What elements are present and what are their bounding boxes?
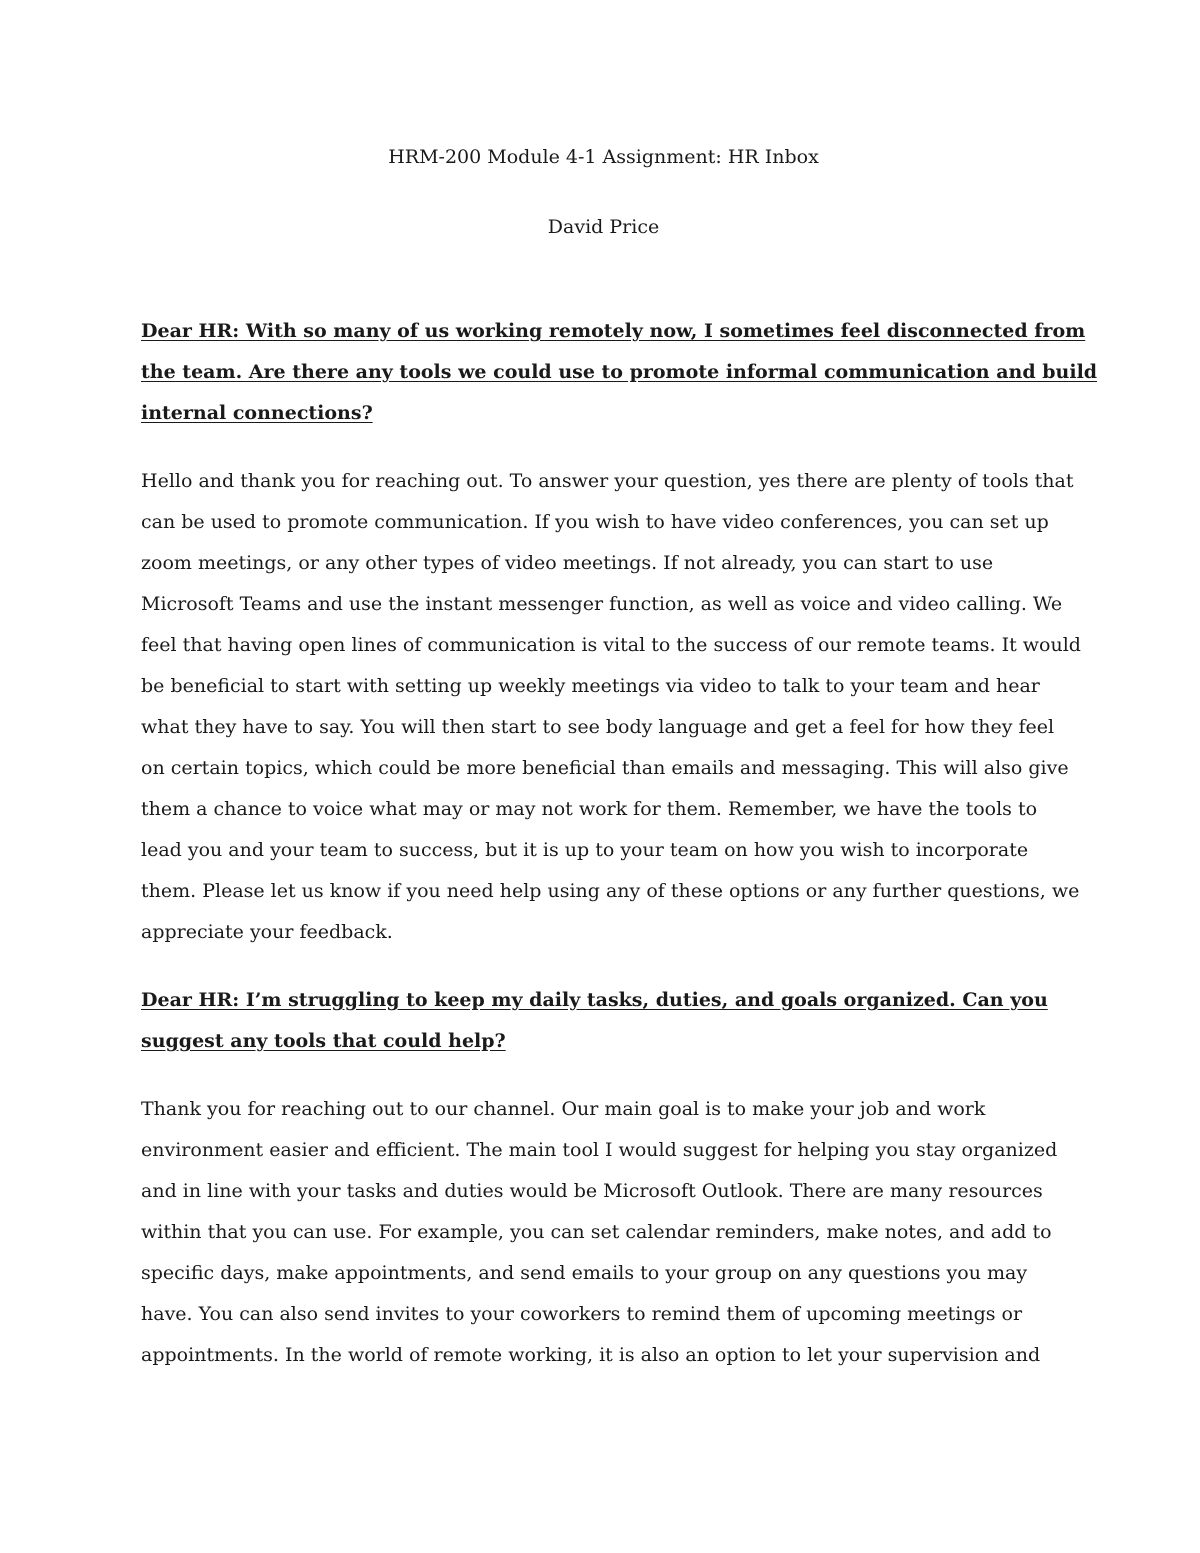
answer-line: within that you can use. For example, you can set calendar reminders, make notes, and add to <box>141 1221 1052 1243</box>
answer-line: Thank you for reaching out to our channel. Our main goal is to make your job and work <box>141 1098 986 1120</box>
section-2 <box>141 980 1066 1376</box>
answer-line: and in line with your tasks and duties would be Microsoft Outlook. There are many resources <box>141 1180 1043 1202</box>
answer-line: on certain topics, which could be more beneficial than emails and messaging. This will also give <box>141 757 1069 779</box>
question-1 <box>141 311 1098 434</box>
paragraph-gap <box>141 434 1066 461</box>
answer-line: be beneficial to start with setting up weekly meetings via video to talk to your team and hear <box>141 675 1040 697</box>
answer-line: appointments. In the world of remote working, it is also an option to let your supervision and <box>141 1344 1041 1366</box>
paragraph-gap <box>141 1062 1066 1089</box>
answer-line: feel that having open lines of communication is vital to the success of our remote teams. It would <box>141 634 1081 656</box>
answer-line: them a chance to voice what may or may not work for them. Remember, we have the tools to <box>141 798 1038 820</box>
question-line: internal connections? <box>141 402 373 424</box>
answer-line: Hello and thank you for reaching out. To answer your question, yes there are plenty of tools that <box>141 470 1074 492</box>
document-author: David Price <box>547 216 660 238</box>
question-2 <box>141 980 1066 1062</box>
section-1 <box>141 311 1098 953</box>
answer-line: Microsoft Teams and use the instant messenger function, as well as voice and video calling. We <box>141 593 1063 615</box>
answer-line: appreciate your feedback. <box>141 921 393 943</box>
question-line: Dear HR: With so many of us working remotely now, I sometimes feel disconnected from <box>141 320 1086 342</box>
paragraph-gap <box>141 953 1066 980</box>
document-content <box>141 139 1098 1376</box>
answer-line: them. Please let us know if you need help using any of these options or any further questions, we <box>141 880 1080 902</box>
answer-line: what they have to say. You will then start to see body language and get a feel for how they feel <box>141 716 1055 738</box>
answer-line: environment easier and efficient. The main tool I would suggest for helping you stay organized <box>141 1139 1058 1161</box>
question-line: the team. Are there any tools we could use to promote informal communication and build <box>141 361 1098 383</box>
answer-line: can be used to promote communication. If you wish to have video conferences, you can set up <box>141 511 1049 533</box>
answer-line: specific days, make appointments, and send emails to your group on any questions you may <box>141 1262 1028 1284</box>
answer-line: zoom meetings, or any other types of video meetings. If not already, you can start to use <box>141 552 994 574</box>
answer-line: have. You can also send invites to your coworkers to remind them of upcoming meetings or <box>141 1303 1023 1325</box>
answer-2 <box>141 1089 1066 1376</box>
answer-1 <box>141 461 1081 953</box>
question-line: suggest any tools that could help? <box>141 1030 506 1052</box>
document-title: HRM-200 Module 4-1 Assignment: HR Inbox <box>388 146 819 168</box>
answer-line: lead you and your team to success, but it is up to your team on how you wish to incorporate <box>141 839 1029 861</box>
question-line: Dear HR: I’m struggling to keep my daily tasks, duties, and goals organized. Can you <box>141 989 1048 1011</box>
